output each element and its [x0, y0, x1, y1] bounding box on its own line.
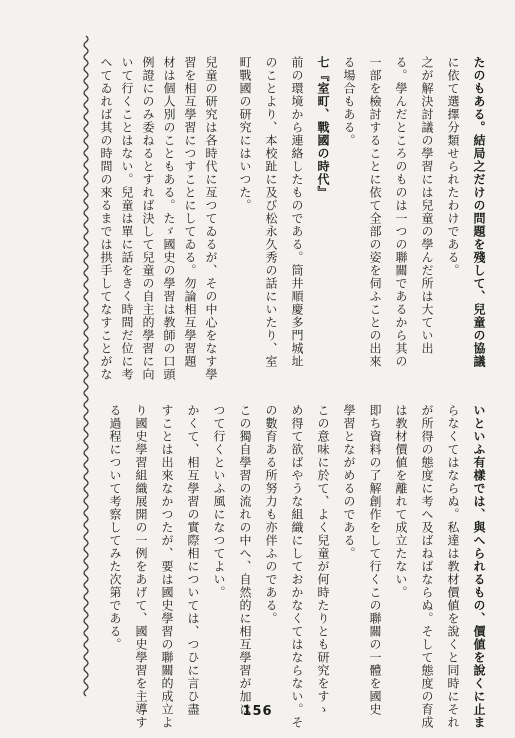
- lower-column-9: の數育ある所努力も亦伴ふのである。: [264, 404, 278, 625]
- lower-column-13: すことは出來なかつたが、要は國史學習の聯關的成立よ: [160, 404, 174, 729]
- lower-column-4: は教材價値を離れて成立たない。: [394, 404, 408, 599]
- section-heading: 七『室町、戰國の時代』: [316, 56, 330, 199]
- lower-column-3: が所得の態度に考へ及ばねばならぬ。そして態度の育成: [420, 404, 434, 729]
- lower-column-11: つて行くといふ風になつてよい。: [212, 404, 226, 599]
- upper-column-4: る。學んだところのものは一つの聯關であるから其の: [394, 56, 408, 368]
- lower-column-1: いといふ有樣では、與へられるもの、價値を說くに止ま: [472, 404, 486, 729]
- upper-column-extra-1: 例證にのみ委ねるとすれば決して兒童の自主的學習に向: [141, 56, 155, 381]
- upper-column-9: のことより、本校趾に及び松永久秀の話にいたり、室: [264, 56, 278, 368]
- lower-column-8: め得て欲ばやうな組織にしておかなくてはならない。そ: [290, 404, 304, 729]
- upper-column-3: 之が解決討議の學習には兒童の學んだ所は大てい出: [420, 56, 434, 355]
- lower-column-15: る過程について考察してみた次第である。: [108, 404, 122, 651]
- upper-column-5: 一部を檢討することに依て全部の姿を伺ふことの出來: [368, 56, 382, 368]
- lower-column-7: この意味に於て、よく兒童が何時たりとも研究をすゝ: [316, 404, 330, 716]
- upper-column-1: たのもある。結局之だけの問題を殘して、兒童の協議: [472, 56, 486, 368]
- upper-column-12: 習を相互學習につすことにしてゐる。勿論相互學習題: [183, 56, 197, 368]
- upper-column-11: 兒童の研究は各時代に亙つてゐるが、その中心をなす學: [204, 56, 218, 381]
- upper-column-6: る場合もある。: [342, 56, 356, 147]
- upper-column-2: に依て選擇分類せられたわけである。: [446, 56, 460, 277]
- lower-column-10: この獨自學習の流れの中へ、自然的に相互學習が加は: [238, 404, 252, 716]
- page-number: 156: [242, 704, 273, 719]
- upper-column-extra-3: へてゐれば其の時間の來るまでは拱手してなすことがな: [99, 56, 113, 381]
- upper-column-13: 材は個人別のこともある。たゞ國史の學習は教師の口頭: [162, 56, 176, 381]
- lower-column-5: 即ち資料の了解創作をして行くこの聯關の一體を國史: [368, 404, 382, 716]
- lower-column-2: らなくてはならぬ。私達は教材價値を說くと同時にそれ: [446, 404, 460, 729]
- wavy-divider: [80, 36, 92, 696]
- upper-column-extra-2: いて行くことはない。兒童は單に話をきく時間だ位に考: [120, 56, 134, 381]
- lower-column-12: かくて、相互學習の實際相については、つひに言ひ盡: [186, 404, 200, 716]
- lower-column-6: 學習とながめるのである。: [342, 404, 356, 560]
- upper-column-10: 町戰國の研究にはいつた。: [238, 56, 252, 212]
- lower-column-14: り國史學習組織展開の一例をあげて、國史學習を主導す: [134, 404, 148, 729]
- upper-column-8: 前の環境から連絡したものである。筒井順慶多門城址: [290, 56, 304, 368]
